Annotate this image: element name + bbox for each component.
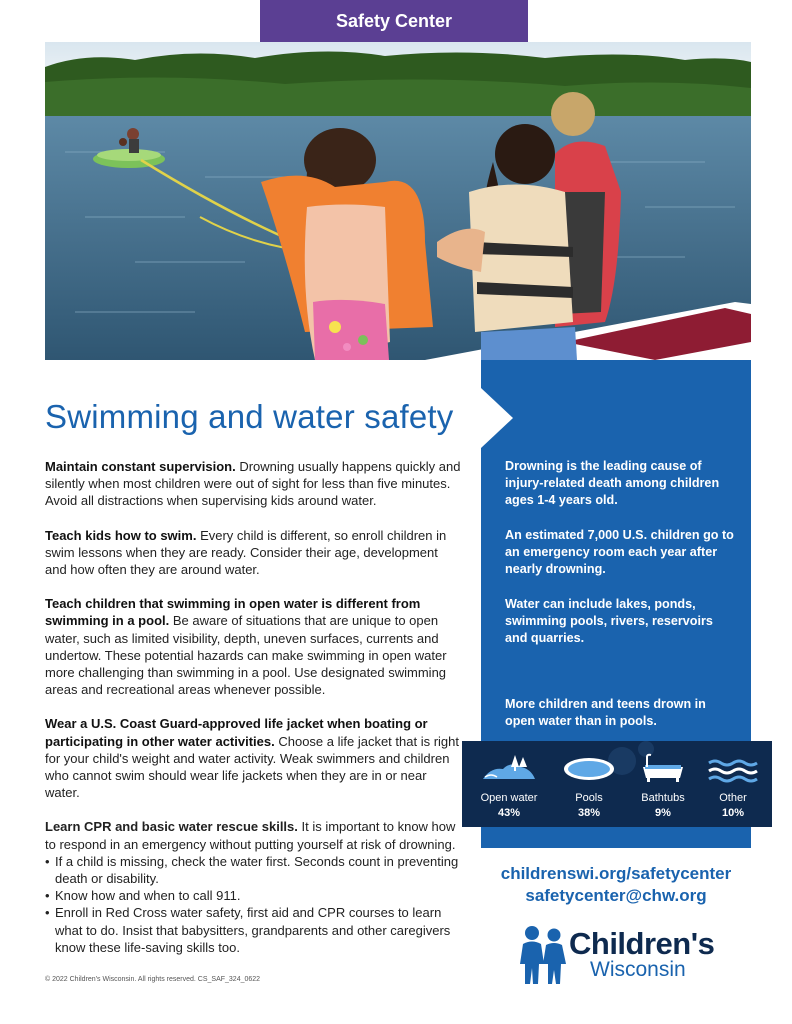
safety-center-label: Safety Center xyxy=(335,10,453,31)
website-link[interactable]: childrenswi.org/safetycenter xyxy=(500,864,732,883)
logo-subtitle: Wisconsin xyxy=(590,958,686,981)
drowning-location-chart xyxy=(462,741,772,827)
location-label: Other xyxy=(719,792,747,804)
location-open-water xyxy=(474,741,544,827)
list-item: • Enroll in Red Cross water safety, first aid and CPR courses to learn what to do. Insist that babysitters, grandparents and other caregivers know these life-saving skills too. xyxy=(45,904,463,956)
email-link[interactable]: safetycenter@chw.org xyxy=(525,886,707,905)
section-open-water: Teach children that swimming in open water is different from swimming in a pool. Be aware of situations that are unique to open water, such as limited visibility, depth, uneven surfaces, currents and undertow. These potential hazards can make swimming in open water more challenging than swimming in a pool. Use designated swimming areas and recreational areas whenever possible. xyxy=(45,596,447,698)
section-life-jacket: Wear a U.S. Coast Guard-approved life jacket when boating or participating in other water activities. Choose a life jacket that is right for your child's weight and water activity. Weak swimmers and children who cannot swim should wear life jackets when they are in or near water. xyxy=(45,716,459,801)
location-pools xyxy=(554,741,624,827)
location-bathtubs xyxy=(628,741,698,827)
location-percent: 38% xyxy=(577,807,601,819)
hero-photo xyxy=(45,42,751,360)
section-supervision: Maintain constant supervision. Drowning usually happens quickly and silently when most children were out of sight for less than five minutes. Avoid all distractions when supervising kids around water. xyxy=(45,459,461,509)
list-item: • If a child is missing, check the water first. Seconds count in preventing death or disability. xyxy=(45,853,463,887)
location-percent: 9% xyxy=(655,807,671,819)
section-cpr: Learn CPR and basic water rescue skills. It is important to know how to respond in an emergency without putting yourself at risk of drowning. xyxy=(45,819,456,852)
childrens-wisconsin-logo xyxy=(517,924,717,986)
safety-center-tab xyxy=(260,0,528,42)
cpr-bullet-list xyxy=(45,853,463,956)
location-percent: 10% xyxy=(721,807,745,819)
section-swim-lessons: Teach kids how to swim. Every child is different, so enroll children in swim lessons when they are ready. Consider their age, development and how often they are around water. xyxy=(45,527,447,578)
copyright-footer: © 2022 Children's Wisconsin. All rights reserved. CS_SAF_324_0622 xyxy=(45,976,261,983)
stat-leading-cause: Drowning is the leading cause of injury-related death among children ages 1-4 years old. xyxy=(505,459,720,508)
location-label: Pools xyxy=(575,792,603,804)
stat-water-types: Water can include lakes, ponds, swimming pools, rivers, reservoirs and quarries. xyxy=(505,597,713,646)
bathtub-icon xyxy=(635,753,691,783)
pool-icon xyxy=(561,753,617,783)
list-item: • Know how and when to call 911. xyxy=(45,887,463,904)
children-figures-icon xyxy=(517,924,569,986)
stat-open-water: More children and teens drown in open water than in pools. xyxy=(505,697,706,729)
waves-icon xyxy=(705,753,761,783)
open-water-icon xyxy=(481,753,537,783)
location-label: Bathtubs xyxy=(641,792,685,804)
title-arrow xyxy=(481,388,513,448)
page-title: Swimming and water safety xyxy=(45,398,454,435)
logo-name: Children's xyxy=(569,926,715,961)
location-other xyxy=(698,741,768,827)
stat-emergency-room: An estimated 7,000 U.S. children go to an emergency room each year after nearly drowning. xyxy=(505,528,734,577)
location-percent: 43% xyxy=(497,807,521,819)
location-label: Open water xyxy=(480,792,538,804)
article-body xyxy=(45,458,463,956)
